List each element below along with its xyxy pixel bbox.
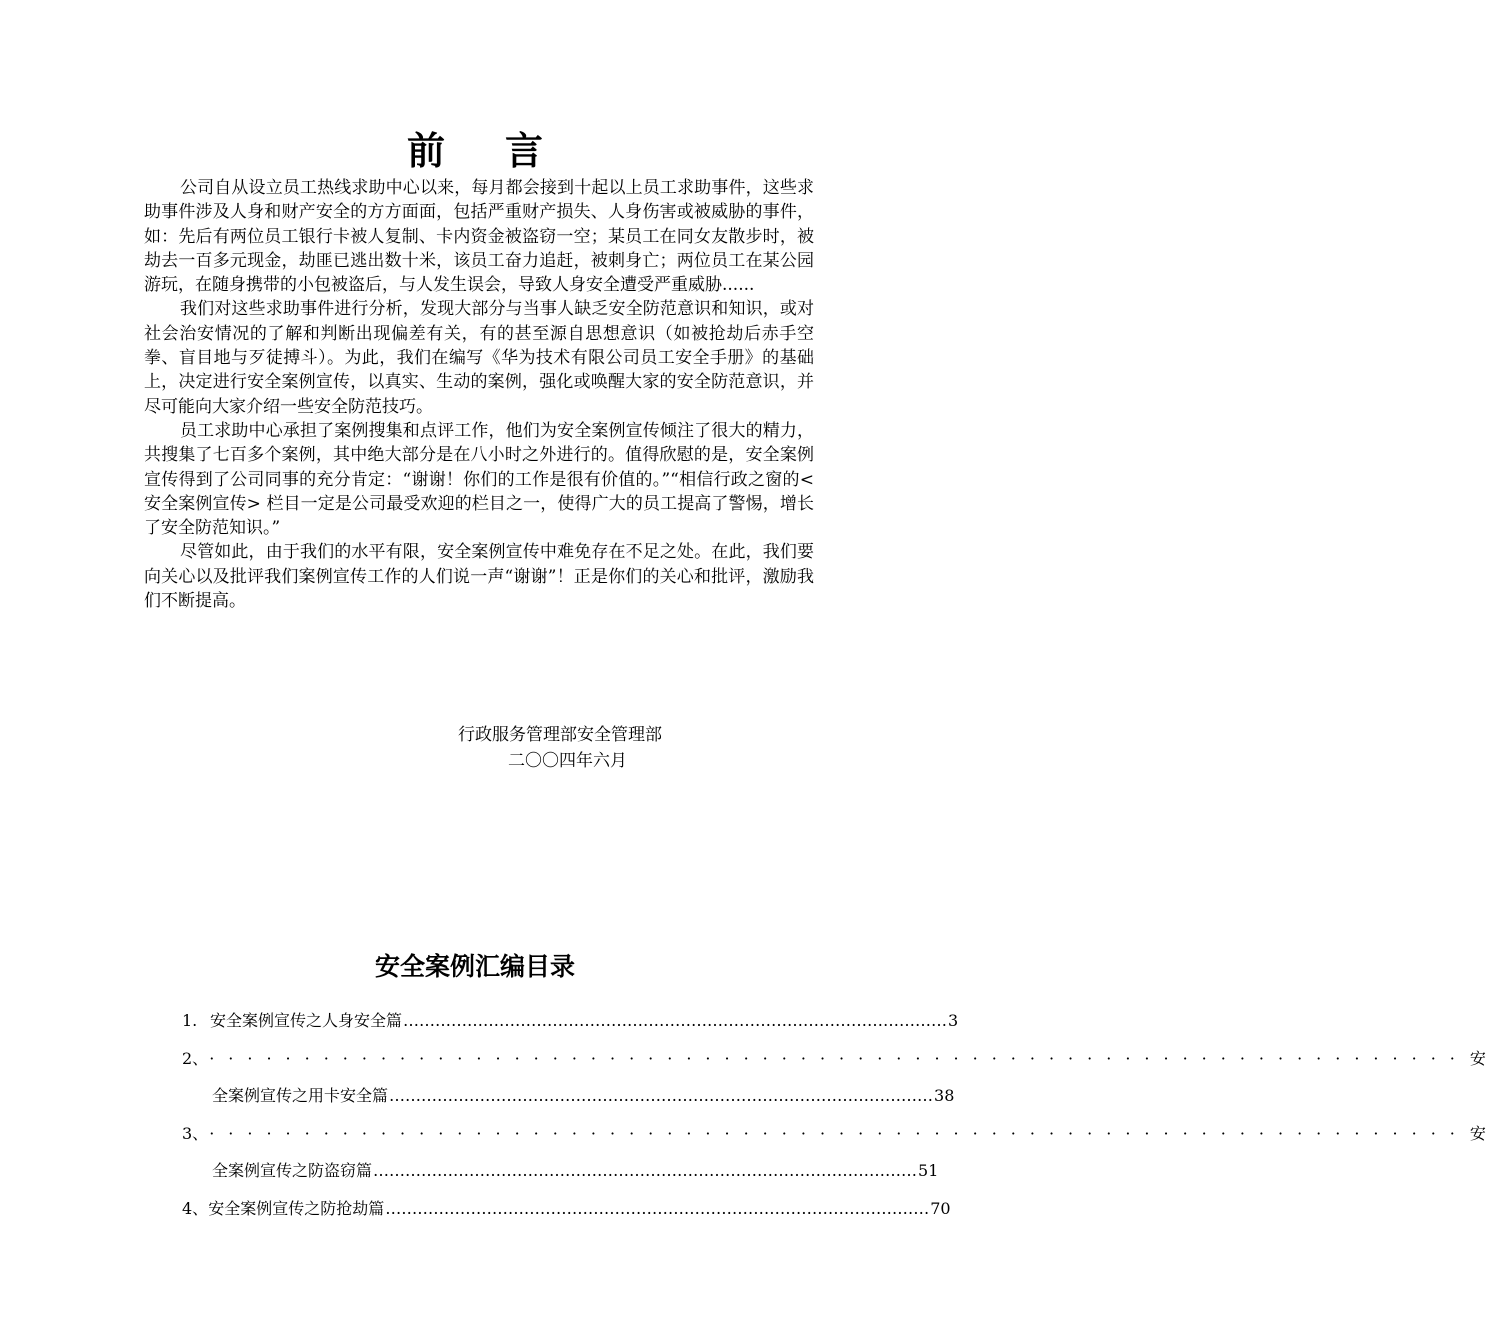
preface-paragraph: 尽管如此，由于我们的水平有限，安全案例宣传中难免存在不足之处。在此，我们要向关心以及批评我们案例宣传工作的人们说一声“谢谢”！正是你们的关心和批评，激励我们不断提高。 — [144, 542, 814, 612]
toc-entry[interactable] — [182, 1196, 951, 1234]
toc-entry-continuation[interactable] — [182, 1158, 939, 1196]
toc-leader: ………………………………………………………………………………………… — [389, 1086, 934, 1105]
toc-entry-number: 4、 — [182, 1198, 209, 1218]
toc-leader: ………………………………………………………………………………………… — [373, 1161, 918, 1180]
toc-entry-page: 70 — [930, 1198, 951, 1218]
toc-entry-page: 51 — [918, 1161, 939, 1180]
toc-entry-label: 安全案例宣传之人身安全篇 — [210, 1011, 403, 1030]
toc-leader: ·································································· — [209, 1123, 1469, 1143]
toc-entry[interactable] — [182, 1121, 1486, 1159]
toc-entry-label: 全案例宣传之防盗窃篇 — [212, 1161, 373, 1180]
table-of-contents — [182, 1008, 1486, 1233]
toc-entry-number: 3、 — [182, 1123, 209, 1143]
toc-entry-number: 1. — [182, 1011, 198, 1030]
signature-department: 行政服务管理部安全管理部 — [458, 725, 662, 745]
toc-entry[interactable] — [182, 1008, 959, 1046]
toc-leader: ………………………………………………………………………………………… — [385, 1198, 930, 1218]
toc-entry-wrap-char: 安 — [1469, 1048, 1486, 1068]
signature-date: 二〇〇四年六月 — [508, 751, 627, 771]
toc-entry-label: 安全案例宣传之防抢劫篇 — [208, 1198, 385, 1218]
toc-entry-wrap-char: 安 — [1469, 1123, 1486, 1143]
preface-paragraph: 员工求助中心承担了案例搜集和点评工作，他们为安全案例宣传倾注了很大的精力，共搜集了七百多个案例，其中绝大部分是在八小时之外进行的。值得欣慰的是，安全案例宣传得到了公司同事的充分肯定：“谢谢！你们的工作是很有价值的。”“相信行政之窗的<安全案例宣传> 栏目一定是公司最受欢迎的栏目之一，使得广大的员工提高了警惕，增长了安全防范知识。” — [144, 420, 814, 539]
toc-leader: ………………………………………………………………………………………… — [403, 1011, 948, 1030]
toc-entry-label: 全案例宣传之用卡安全篇 — [212, 1086, 389, 1105]
toc-title: 安全案例汇编目录 — [374, 952, 575, 981]
preface-paragraph: 公司自从设立员工热线求助中心以来，每月都会接到十起以上员工求助事件，这些求助事件涉及人身和财产安全的方方面面，包括严重财产损失、人身伤害或被威胁的事件，如：先后有两位员工银行卡被人复制、卡内资金被盗窃一空；某员工在同女友散步时，被劫去一百多元现金，劫匪已逃出数十米，该员工奋力追赶，被刺身亡；两位员工在某公园游玩，在随身携带的小包被盗后，与人发生误会，导致人身安全遭受严重威胁...... — [144, 178, 814, 296]
toc-leader: ·································································· — [209, 1048, 1469, 1068]
preface-paragraph: 我们对这些求助事件进行分析，发现大部分与当事人缺乏安全防范意识和知识，或对社会治安情况的了解和判断出现偏差有关，有的甚至源自思想意识（如被抢劫后赤手空拳、盲目地与歹徒搏斗）。为此，我们在编写《华为技术有限公司员工安全手册》的基础上，决定进行安全案例宣传，以真实、生动的案例，强化或唤醒大家的安全防范意识，并尽可能向大家介绍一些安全防范技巧。 — [144, 299, 814, 417]
toc-entry-page: 38 — [934, 1086, 955, 1105]
toc-entry-continuation[interactable] — [182, 1083, 955, 1121]
preface-body — [144, 176, 814, 613]
toc-entry[interactable] — [182, 1046, 1486, 1084]
toc-entry-page: 3 — [948, 1011, 959, 1030]
toc-entry-number: 2、 — [182, 1048, 209, 1068]
preface-title: 前言 — [406, 128, 603, 173]
